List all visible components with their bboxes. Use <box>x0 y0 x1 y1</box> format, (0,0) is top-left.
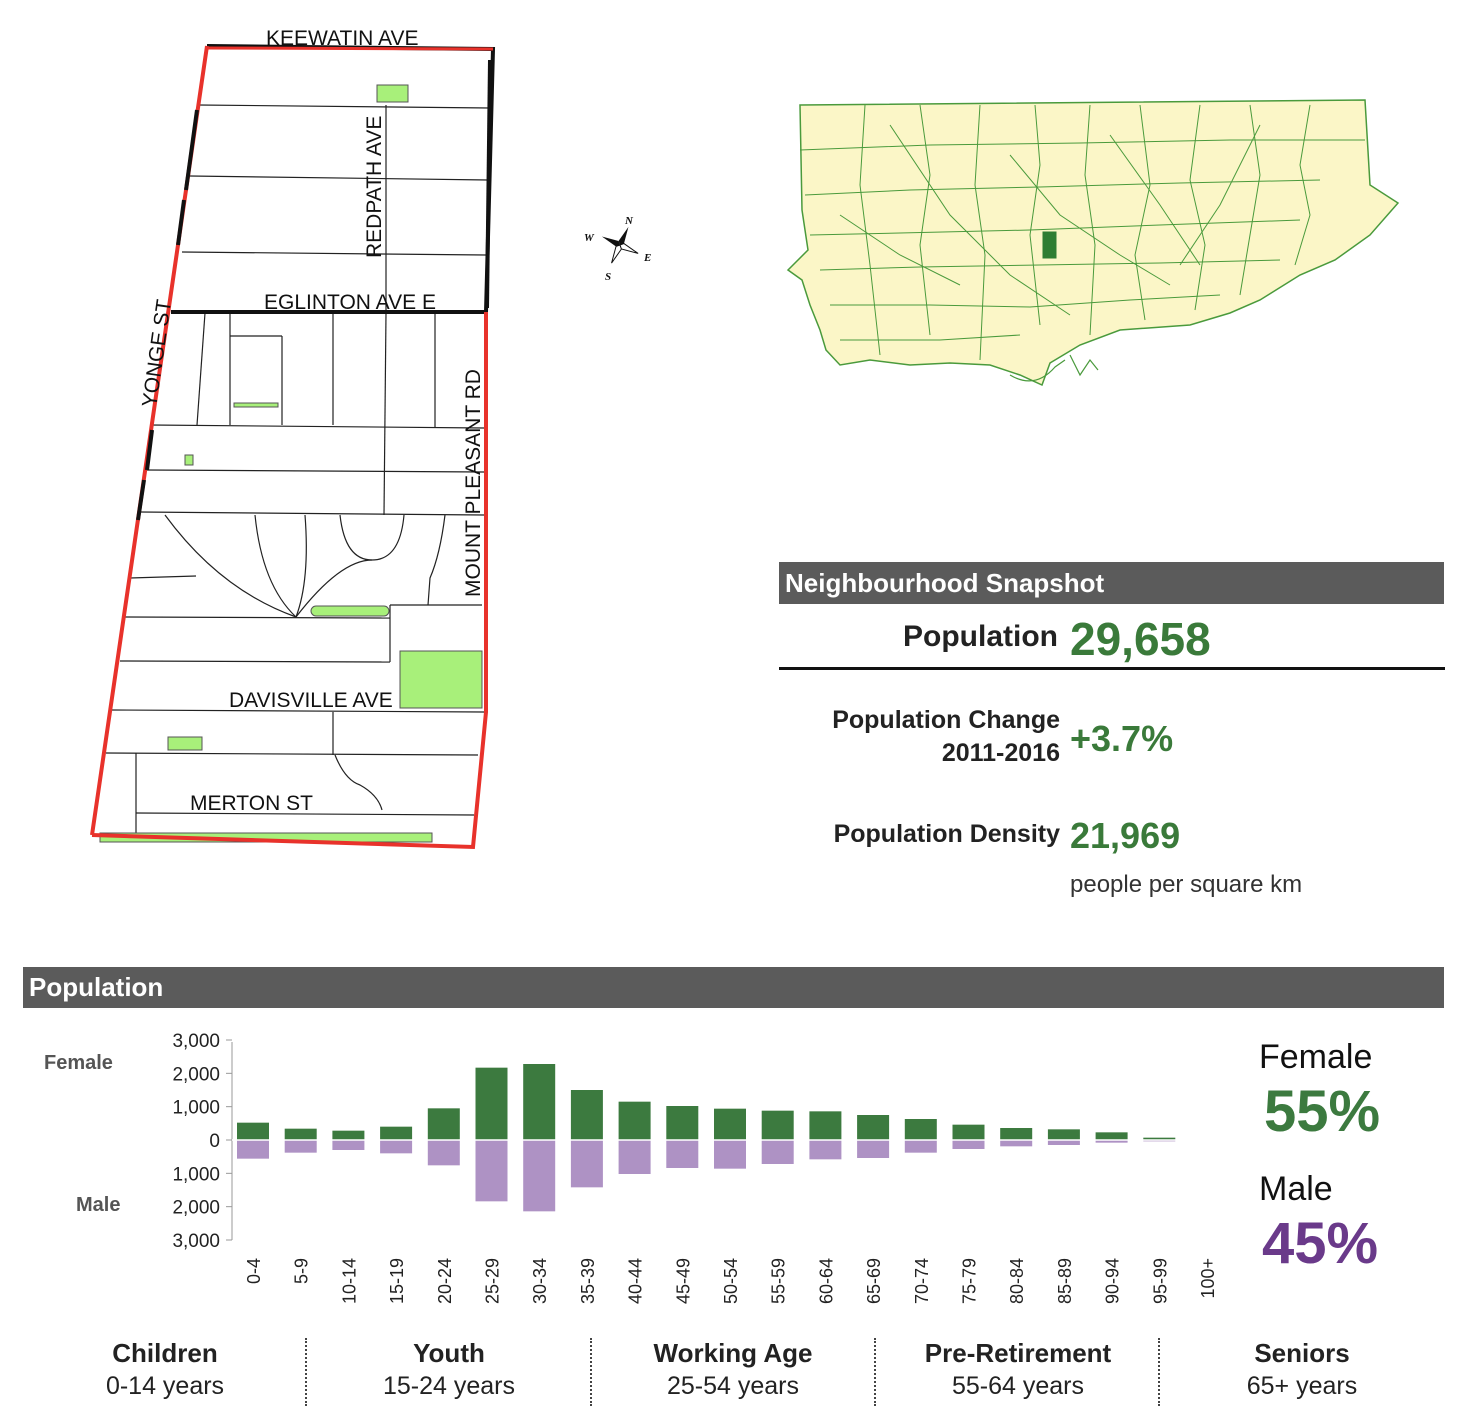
street-label-yonge: YONGE ST <box>138 298 177 409</box>
female-bar <box>953 1125 985 1140</box>
y-tick-label: 3,000 <box>172 1031 220 1052</box>
compass-s: S <box>605 271 612 283</box>
population-change-label-line1: Population Change <box>832 706 1060 734</box>
female-bar <box>1096 1132 1128 1140</box>
male-bar <box>905 1140 937 1153</box>
male-bar <box>428 1140 460 1165</box>
street-label-redpath: REDPATH AVE <box>363 115 386 258</box>
population-density-value: 21,969 <box>1070 815 1181 856</box>
x-tick-label: 65-69 <box>864 1258 885 1305</box>
male-share-value: 45% <box>1262 1211 1379 1276</box>
street-label-keewatin: KEEWATIN AVE <box>266 27 419 50</box>
male-bar <box>571 1140 603 1187</box>
age-group-range: 55-64 years <box>951 1372 1085 1400</box>
x-tick-label: 50-54 <box>721 1258 741 1305</box>
male-bar <box>237 1140 269 1159</box>
female-bar <box>237 1123 269 1140</box>
compass-n: N <box>625 215 633 227</box>
age-group-name: Children <box>112 1338 218 1368</box>
chart-female-axis-label: Female <box>44 1052 113 1074</box>
age-group-range: 25-54 years <box>666 1372 800 1400</box>
x-tick-label: 30-34 <box>530 1258 551 1305</box>
x-tick-label: 20-24 <box>434 1258 455 1305</box>
age-group-name: Seniors <box>1254 1338 1350 1368</box>
male-bar <box>285 1140 317 1153</box>
male-bar <box>857 1140 889 1158</box>
age-group-name: Youth <box>413 1338 485 1368</box>
age-group-name: Pre-Retirement <box>924 1338 1112 1368</box>
male-bar <box>809 1140 841 1159</box>
male-bar <box>380 1140 412 1153</box>
female-bar <box>762 1111 794 1140</box>
age-group-range: 65+ years <box>1246 1372 1358 1400</box>
male-share-label: Male <box>1259 1170 1333 1208</box>
age-group-name: Working Age <box>653 1338 813 1368</box>
x-tick-label: 25-29 <box>482 1258 503 1305</box>
age-group-pre-retirement <box>878 1336 1158 1402</box>
population-change-value: +3.7% <box>1070 718 1174 759</box>
x-tick-label: 80-84 <box>1007 1258 1028 1305</box>
age-group-youth <box>309 1336 589 1402</box>
y-tick-label: 2,000 <box>172 1197 220 1219</box>
female-bar <box>380 1127 412 1140</box>
female-bar <box>428 1108 460 1140</box>
male-bar <box>1000 1140 1032 1146</box>
street-label-merton: MERTON ST <box>190 792 313 815</box>
y-tick-label: 1,000 <box>172 1164 220 1186</box>
street-label-mount-pleasant: MOUNT PLEASANT RD <box>462 369 485 597</box>
x-tick-label: 85-89 <box>1054 1258 1075 1305</box>
street-grid <box>106 105 490 835</box>
male-bar <box>953 1140 985 1149</box>
male-bar <box>523 1140 555 1211</box>
female-bar <box>285 1129 317 1140</box>
population-label: Population <box>903 620 1058 653</box>
female-bar <box>857 1115 889 1140</box>
age-group-range: 15-24 years <box>382 1372 516 1400</box>
age-group-seniors <box>1162 1336 1442 1402</box>
age-group-children <box>25 1336 305 1402</box>
population-value: 29,658 <box>1070 613 1211 665</box>
compass-w: W <box>584 232 594 244</box>
female-bar <box>332 1131 364 1140</box>
male-bar <box>714 1140 746 1169</box>
x-tick-label: 55-59 <box>768 1258 789 1305</box>
street-label-davisville: DAVISVILLE AVE <box>229 689 393 712</box>
female-bar <box>714 1109 746 1140</box>
male-bar <box>332 1140 364 1150</box>
male-bar <box>666 1140 698 1168</box>
y-tick-label: 3,000 <box>172 1231 220 1252</box>
female-bar <box>1048 1129 1080 1140</box>
x-tick-label: 90-94 <box>1102 1258 1123 1305</box>
x-tick-label: 5-9 <box>291 1258 312 1285</box>
female-share-label: Female <box>1259 1038 1373 1076</box>
female-bar <box>1000 1128 1032 1140</box>
x-tick-label: 95-99 <box>1150 1258 1171 1305</box>
age-group-separator <box>1158 1338 1160 1406</box>
snapshot-divider <box>779 667 1445 670</box>
street-label-eglinton: EGLINTON AVE E <box>264 291 436 314</box>
x-tick-label: 35-39 <box>577 1258 598 1305</box>
chart-male-axis-label: Male <box>76 1194 121 1216</box>
compass-rose-icon <box>578 210 658 285</box>
x-tick-label: 15-19 <box>387 1258 408 1305</box>
female-bar <box>523 1064 555 1140</box>
x-tick-label: 100+ <box>1198 1258 1218 1299</box>
compass-e: E <box>644 252 652 264</box>
x-tick-label: 60-64 <box>816 1258 837 1305</box>
y-tick-label: 0 <box>209 1131 220 1152</box>
population-change-label <box>780 704 1060 770</box>
female-share-value: 55% <box>1264 1079 1381 1144</box>
y-tick-label: 2,000 <box>172 1064 220 1086</box>
neighbourhood-highlight <box>1043 232 1056 258</box>
city-locator-map <box>780 95 1405 395</box>
x-tick-label: 40-44 <box>625 1258 646 1305</box>
female-bar <box>905 1119 937 1140</box>
population-density-label: Population Density <box>833 820 1060 848</box>
female-bar <box>809 1111 841 1140</box>
female-bar <box>476 1068 508 1140</box>
male-bar <box>762 1140 794 1164</box>
snapshot-header: Neighbourhood Snapshot <box>779 562 1444 604</box>
age-group-range: 0-14 years <box>105 1372 225 1400</box>
x-tick-label: 0-4 <box>244 1258 264 1285</box>
age-group-separator <box>874 1338 876 1406</box>
y-tick-label: 1,000 <box>172 1097 220 1119</box>
male-bar <box>476 1140 508 1201</box>
population-change-label-line2: 2011-2016 <box>941 739 1060 767</box>
x-tick-label: 75-79 <box>959 1258 980 1305</box>
x-tick-label: 45-49 <box>673 1258 694 1305</box>
female-bar <box>619 1102 651 1140</box>
population-density-unit: people per square km <box>1070 871 1303 898</box>
x-tick-label: 70-74 <box>911 1258 932 1305</box>
age-group-working-age <box>593 1336 873 1402</box>
population-pyramid-chart <box>140 1030 1240 1330</box>
x-tick-label: 10-14 <box>339 1258 360 1305</box>
male-bar <box>619 1140 651 1174</box>
age-group-separator <box>305 1338 307 1406</box>
parks <box>100 85 482 842</box>
female-bar <box>571 1090 603 1140</box>
age-group-separator <box>590 1338 592 1406</box>
neighbourhood-map <box>0 0 700 880</box>
population-section-header: Population <box>23 967 1444 1008</box>
neighbourhood-boundary <box>92 46 493 847</box>
female-bar <box>666 1106 698 1140</box>
